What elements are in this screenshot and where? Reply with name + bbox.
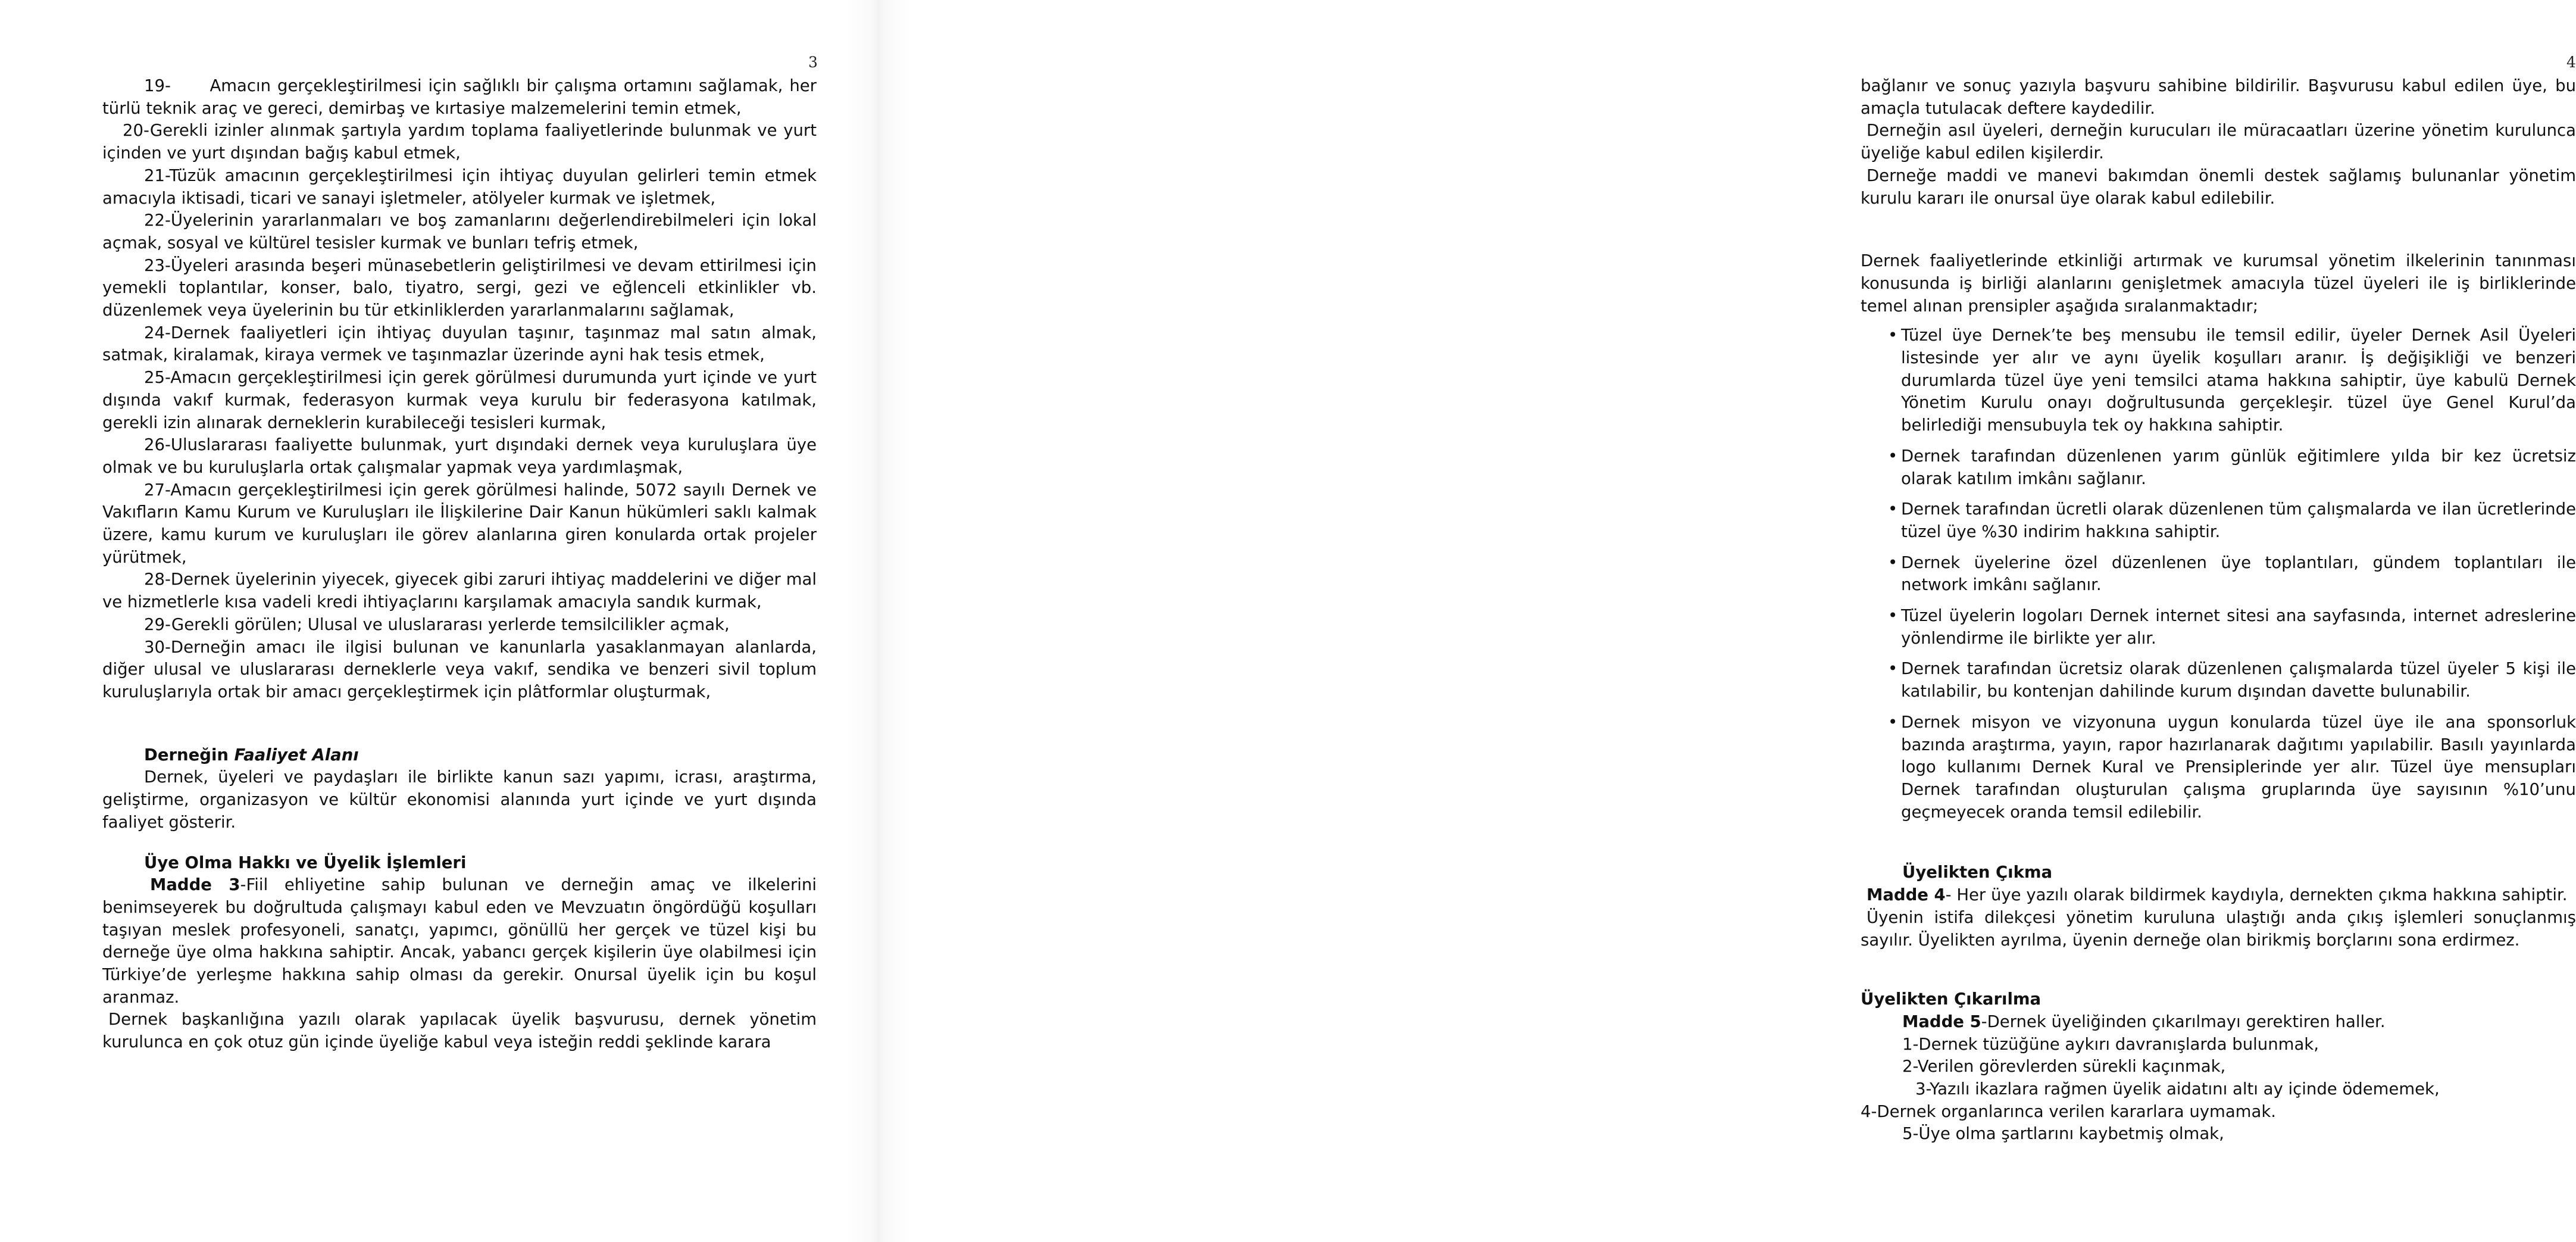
spacer (1861, 210, 2576, 250)
left-page-body (102, 75, 822, 1054)
list-item-29: 29-Gerekli görülen; Ulusal ve uluslararası yerlerde temsilcilikler açmak, (144, 614, 730, 634)
onursal-uye-paragraph: Derneğe maddi ve manevi bakımdan önemli destek sağlamış bulunanlar yönetim kurulu kararı ile onursal üye olarak kabul edilebilir. (1861, 166, 2576, 208)
list-item (1861, 552, 2576, 597)
cikarilma-item-2: 2-Verilen görevlerden sürekli kaçınmak, (1902, 1057, 2226, 1076)
bullet-icon: • (1888, 446, 1898, 466)
bullet-text: Dernek tarafından ücretli olarak düzenlenen tüm çalışmalarda ve ilan ücretlerinde tüzel üye %30 indirim hakkına sahiptir. (1901, 500, 2576, 541)
list-item (1861, 658, 2576, 703)
madde-3-text: -Fiil ehliyetine sahip bulunan ve derneğin amaç ve ilkelerini benimseyerek bu doğrultuda çalışmayı kabul eden ve Mevzuatın öngördüğü koşulları taşıyan meslek profesyoneli, sanatçı, yapımcı, gönüllü her gerçek ve tüzel kişi bu derneğe üye olma hakkına sahiptir. Ancak, yabancı gerçek kişilerin üye olabilmesi için Türkiye’de yerleşme hakkına sahip olması da gerekir. Onursal üyelik için bu koşul aranmaz. (102, 875, 817, 1007)
list-item-30: 30-Derneğin amacı ile ilgisi bulunan ve kanunlarla yasaklanmayan alanlarda, diğer ulusal ve uluslararası derneklerle veya vakıf, sendika ve benzeri sivil toplum kuruluşlarıyla ortak bir amacı gerçekleştirmek için plâtformlar oluşturmak, (102, 637, 817, 701)
madde-3-label: Madde 3 (150, 875, 240, 895)
list-item-27: 27-Amacın gerçekleştirilmesi için gerek görülmesi halinde, 5072 sayılı Dernek ve Vakıfların Kamu Kurum ve Kuruluşları ile İlişkilerine Dair Kanun hükümleri saklı kalmak üzere, kamu kurum ve kuruluşları ile görev alanlarına giren konularda ortak projeler yürütmek, (102, 480, 817, 567)
bullet-icon: • (1888, 500, 1898, 519)
list-item-21: 21-Tüzük amacının gerçekleştirilmesi için ihtiyaç duyulan gelirleri temin etmek amacıyla iktisadi, ticari ve sanayi işletmeler, atölyeler kurmak ve işletmek, (102, 166, 817, 208)
asil-uyeler-paragraph: Derneğin asıl üyeleri, derneğin kurucuları ile müracaatları üzerine yönetim kurulunca üyeliğe kabul edilen kişilerdir. (1861, 121, 2576, 163)
list-item-22: 22-Üyelerinin yararlanmaları ve boş zamanlarını değerlendirebilmeleri için lokal açmak, sosyal ve kültürel tesisler kurmak ve bunları tefriş etmek, (102, 211, 817, 252)
madde-4-paragraph (1861, 884, 2576, 907)
page-number: 4 (2566, 54, 2576, 71)
cikarilma-item-3: 3-Yazılı ikazlara rağmen üyelik aidatını altı ay içinde ödememek, (1915, 1079, 2440, 1099)
bullet-text: Tüzel üyelerin logoları Dernek internet sitesi ana sayfasında, internet adreslerine yönlendirme ile birlikte yer alır. (1901, 606, 2576, 648)
spacer (102, 704, 817, 744)
tuzel-principles-list (1861, 324, 2576, 823)
cikarilma-item-4: 4-Dernek organlarınca verilen kararlara uymamak. (1861, 1101, 2276, 1121)
bullet-icon: • (1888, 326, 1898, 345)
basvuru-paragraph: Dernek başkanlığına yazılı olarak yapılacak üyelik başvurusu, dernek yönetim kurulunca en çok otuz gün içinde üyeliğe kabul veya isteğin reddi şeklinde karara (102, 1010, 817, 1052)
bullet-icon: • (1888, 553, 1898, 572)
spacer (1861, 832, 2576, 862)
madde-4-text: - Her üye yazılı olarak bildirmek kaydıyla, dernekten çıkma hakkına sahiptir. (1945, 885, 2568, 905)
bullet-icon: • (1888, 606, 1898, 626)
cikarilma-item-5: 5-Üye olma şartlarını kaybetmiş olmak, (1902, 1124, 2224, 1144)
basvuru-continued: bağlanır ve sonuç yazıyla başvuru sahibine bildirilir. Başvurusu kabul edilen üye, bu amaçla tutulacak deftere kaydedilir. (1861, 76, 2576, 118)
section-heading-cikma: Üyelikten Çıkma (1902, 863, 2053, 882)
bullet-icon: • (1888, 712, 1898, 732)
right-page-body (1861, 75, 2576, 1146)
list-item (1861, 498, 2576, 543)
bullet-text: Tüzel üye Dernek’te beş mensubu ile temsil edilir, üyeler Dernek Asil Üyeleri listesinde yer alır ve aynı üyelik koşulları aranır. İş değişikliği ve benzeri durumlarda tüzel üye yeni temsilci atama hakkına sahiptir, üye kabulü Dernek Yönetim Kurulu onayı doğrultusunda gerçekleşir. tüzel üye Genel Kurul’da belirlediği mensubuyla tek oy hakkına sahiptir. (1901, 326, 2576, 435)
tuzel-intro-paragraph: Dernek faaliyetlerinde etkinliği artırmak ve kurumsal yönetim ilkelerinin tanınması konusunda iş birliği alanlarını genişletmek amacıyla tüzel üyeleri ile iş birliklerinde temel alınan prensipler aşağıda sıralanmaktadır; (1861, 251, 2576, 316)
page-number: 3 (808, 54, 818, 71)
madde-4-label: Madde 4 (1867, 885, 1946, 905)
madde-5-text: -Dernek üyeliğinden çıkarılmayı gerektiren haller. (1981, 1012, 2386, 1031)
faaliyet-body: Dernek, üyeleri ve paydaşları ile birlikte kanun sazı yapımı, icrası, araştırma, geliştirme, organizasyon ve kültür ekonomisi alanında yurt içinde ve yurt dışında faaliyet gösterir. (102, 767, 817, 832)
left-page (0, 0, 879, 1242)
list-item-20-text: 20-Gerekli izinler alınmak şartıyla yardım toplama faaliyetlerinde bulunmak ve yurt içinden ve yurt dışından bağış kabul etmek, (102, 121, 817, 163)
section-heading-cikarilma: Üyelikten Çıkarılma (1861, 990, 2042, 1009)
list-item (1861, 445, 2576, 490)
section-heading-uyelik: Üye Olma Hakkı ve Üyelik İşlemleri (144, 853, 467, 872)
faaliyet-heading-plain: Derneğin (144, 745, 235, 764)
bullet-icon: • (1888, 659, 1898, 679)
spacer (1861, 951, 2576, 988)
madde-5-paragraph (1861, 1011, 2576, 1034)
list-item (1861, 605, 2576, 650)
list-item (1861, 712, 2576, 824)
bullet-text: Dernek tarafından ücretsiz olarak düzenlenen çalışmalarda tüzel üyeler 5 kişi ile katılabilir, bu kontenjan dahilinde kurum dışından davette bulunabilir. (1901, 659, 2576, 701)
list-item-25: 25-Amacın gerçekleştirilmesi için gerek görülmesi durumunda yurt içinde ve yurt dışında vakıf kurmak, federasyon kurmak veya kurulu bir federasyona katılmak, gerekli izin alınarak derneklerin kurabileceği tesisleri kurmak, (102, 368, 817, 432)
list-item-20 (102, 120, 817, 164)
madde-3-paragraph (102, 874, 817, 1009)
list-item-26: 26-Uluslararası faaliyette bulunmak, yurt dışındaki dernek veya kuruluşlara üye olmak ve bu kuruluşlarla ortak çalışmalar yapmak veya yardımlaşmak, (102, 435, 817, 477)
cikarilma-item-1: 1-Dernek tüzüğüne aykırı davranışlarda bulunmak, (1902, 1034, 2319, 1054)
list-item-28: 28-Dernek üyelerinin yiyecek, giyecek gibi zaruri ihtiyaç maddelerini ve diğer mal ve hizmetlerle kısa vadeli kredi ihtiyaçlarını karşılamak amacıyla sandık kurmak, (102, 570, 817, 612)
bullet-text: Dernek tarafından düzenlenen yarım günlük eğitimlere yılda bir kez ücretsiz olarak katılım imkânı sağlanır. (1901, 446, 2576, 488)
istifa-paragraph: Üyenin istifa dilekçesi yönetim kuruluna ulaştığı anda çıkış işlemleri sonuçlanmış sayılır. Üyelikten ayrılma, üyenin derneğe olan birikmiş borçlarını sona erdirmez. (1861, 907, 2576, 950)
bullet-text: Dernek misyon ve vizyonuna uygun konularda tüzel üye ile ana sponsorluk bazında araştırma, yayın, rapor hazırlanarak dağıtımı yapılabilir. Basılı yayınlarda logo kullanımı Dernek Kural ve Prensiplerinde yer alır. Tüzel üye mensupları Dernek tarafından oluşturulan çalışma gruplarında üye sayısının %10’unu geçmeyecek oranda temsil edilebilir. (1901, 712, 2576, 822)
list-item (1861, 324, 2576, 437)
section-heading-faaliyet (102, 744, 817, 767)
right-page (879, 0, 2576, 1242)
madde-5-label: Madde 5 (1902, 1012, 1981, 1031)
list-item-23: 23-Üyeleri arasında beşeri münasebetlerin geliştirilmesi ve devam ettirilmesi için yemekli toplantılar, konser, balo, tiyatro, sergi, gezi ve eğlenceli etkinlikler vb. düzenlemek veya üyelerinin bu tür etkinliklerden yararlanmalarını sağlamak, (102, 255, 817, 320)
bullet-text: Dernek üyelerine özel düzenlenen üye toplantıları, gündem toplantıları ile network imkânı sağlanır. (1901, 553, 2576, 595)
spacer (102, 834, 817, 852)
faaliyet-heading-italic: Faaliyet Alanı (234, 745, 359, 764)
list-item-19: 19- Amacın gerçekleştirilmesi için sağlıklı bir çalışma ortamını sağlamak, her türlü teknik araç ve gereci, demirbaş ve kırtasiye malzemelerini temin etmek, (102, 76, 822, 118)
list-item-24: 24-Dernek faaliyetleri için ihtiyaç duyulan taşınır, taşınmaz mal satın almak, satmak, kiralamak, kiraya vermek ve taşınmazlar üzerinde ayni hak tesis etmek, (102, 323, 817, 365)
